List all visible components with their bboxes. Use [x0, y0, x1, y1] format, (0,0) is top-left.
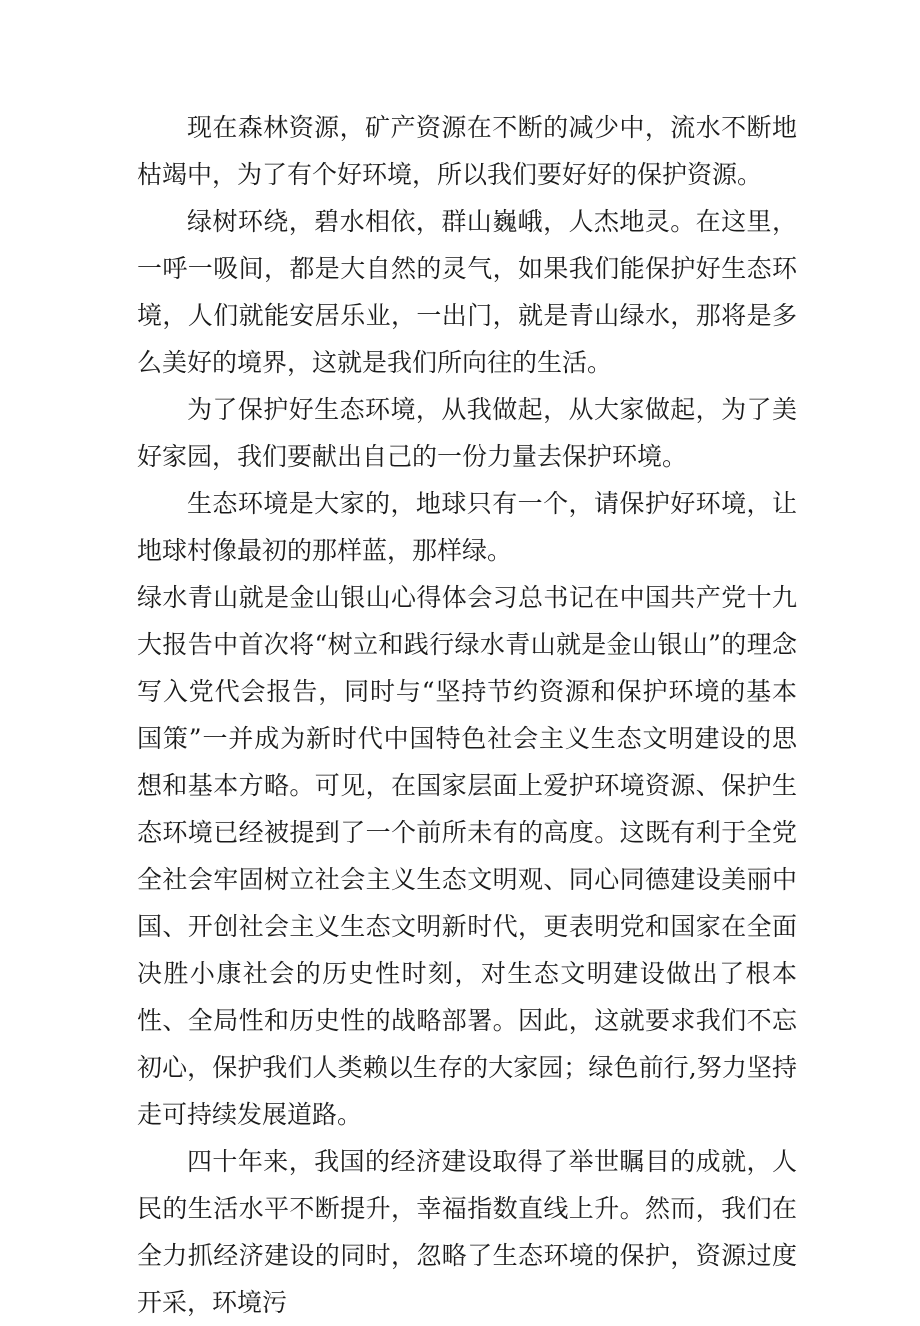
paragraph-resources: 现在森林资源，矿产资源在不断的减少中，流水不断地枯竭中，为了有个好环境，所以我们要好好的保护资源。 [137, 113, 797, 189]
document-body [137, 104, 797, 1326]
paragraph-green-trees: 绿树环绕，碧水相依，群山巍峨，人杰地灵。在这里，一呼一吸间，都是大自然的灵气，如果我们能保护好生态环境，人们就能安居乐业，一出门，就是青山绿水，那将是多么美好的境界，这就是我们所向往的生活。 [137, 207, 797, 377]
paragraph-forty-years: 四十年来，我国的经济建设取得了举世瞩目的成就，人民的生活水平不断提升，幸福指数直线上升。然而，我们在全力抓经济建设的同时，忽略了生态环境的保护，资源过度开采，环境污 [137, 1147, 797, 1317]
paragraph-protect-environment: 为了保护好生态环境，从我做起，从大家做起，为了美好家园，我们要献出自己的一份力量去保护环境。 [137, 395, 797, 471]
paragraph-green-mountains-essay: 绿水青山就是金山银山心得体会习总书记在中国共产党十九大报告中首次将“树立和践行绿水青山就是金山银山”的理念写入党代会报告，同时与“坚持节约资源和保护环境的基本国策”一并成为新时代中国特色社会主义生态文明建设的思想和基本方略。可见，在国家层面上爱护环境资源、保护生态环境已经被提到了一个前所未有的高度。这既有利于全党全社会牢固树立社会主义生态文明观、同心同德建设美丽中国、开创社会主义生态文明新时代，更表明党和国家在全面决胜小康社会的历史性时刻，对生态文明建设做出了根本性、全局性和历史性的战略部署。因此，这就要求我们不忘初心，保护我们人类赖以生存的大家园；绿色前行,努力坚持走可持续发展道路。 [137, 583, 797, 1129]
paragraph-earth-only-one: 生态环境是大家的，地球只有一个，请保护好环境，让地球村像最初的那样蓝，那样绿。 [137, 489, 797, 565]
